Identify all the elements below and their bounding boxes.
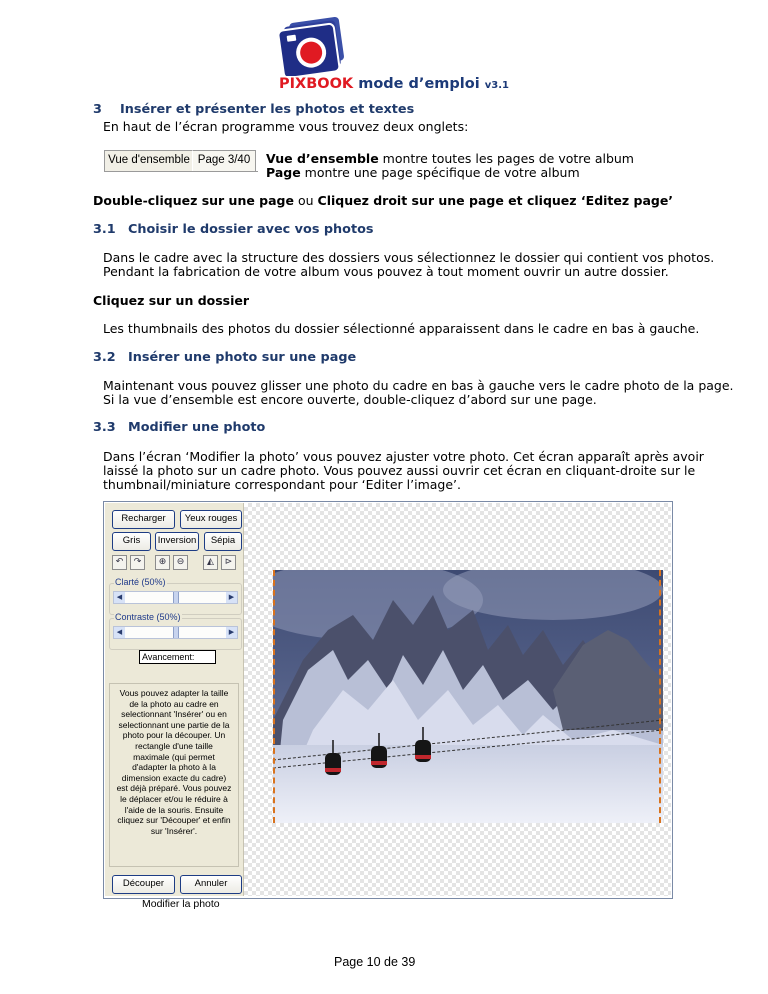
slider-left-arrow-icon[interactable]: ◀ [114,592,125,603]
grayscale-button[interactable]: Gris [112,532,151,551]
section-32-line2: Si la vue d’ensemble est encore ouverte, double-cliquez d’abord sur une page. [103,392,597,407]
brand-subtitle: mode d’emploi [358,76,480,92]
photo-editor-screenshot [103,501,673,899]
sepia-button[interactable]: Sépia [204,532,242,551]
brand-title [279,76,509,92]
brightness-slider-thumb[interactable] [173,592,179,603]
section-31-number: 3.1 [93,222,116,237]
instruction-part3: Cliquez droit sur une page et cliquez ‘Editez page’ [317,193,674,208]
section-32-line1: Maintenant vous pouvez glisser une photo du cadre en bas à gauche vers le cadre photo de la page. [103,378,734,393]
brightness-slider[interactable] [113,591,238,604]
rotate-left-icon[interactable]: ↶ [112,555,127,570]
section-3-number: 3 [93,102,102,117]
brand-name: PIXBOOK [279,76,354,92]
figure-caption: Modifier la photo [142,898,220,910]
page-number: Page 10 de 39 [334,955,416,969]
tab-overview[interactable]: Vue d'ensemble [104,150,194,172]
contrast-slider-thumb[interactable] [173,627,179,638]
red-eye-button[interactable]: Yeux rouges [180,510,242,529]
section-31-line1: Dans le cadre avec la structure des dossiers vous sélectionnez le dossier qui contient vos photos. [103,250,715,265]
crop-line-right[interactable] [659,570,661,823]
tabs-divider [104,171,258,172]
tab-desc-page-rest: montre une page spécifique de votre album [300,165,580,180]
editor-tools-panel [105,503,244,896]
progress-field: Avancement: [139,650,216,664]
slider-right-arrow-icon[interactable]: ▶ [226,627,237,638]
section-32-title: Insérer une photo sur une page [128,350,357,365]
rotate-right-icon[interactable]: ↷ [130,555,145,570]
slider-right-arrow-icon[interactable]: ▶ [226,592,237,603]
tab-desc-overview-bold: Vue d’ensemble [266,151,379,166]
section-32-number: 3.2 [93,350,116,365]
instruction-part1: Double-cliquez sur une page [93,193,294,208]
section-31-instruction: Cliquez sur un dossier [93,293,250,308]
help-text: Vous pouvez adapter la taille de la photo au cadre en selectionnant 'Insérer' ou en selectionnant une partie de la photo pour la découper. Un rectangle d'une taille maximale (qui permet d'adapter la photo à la dimension exacte du cadre) est déjà préparé. Vous pouvez le déplacer et/ou le réduire à l'aide de la souris. Ensuite cliquez sur 'Découper' et enfin sur 'Insérer'. [116,688,232,836]
section-3-intro: En haut de l’écran programme vous trouvez deux onglets: [103,119,469,134]
section-33-line2: laissé la photo sur un cadre photo. Vous pouvez aussi ouvrir cet écran en cliquant-droite sur le [103,463,696,478]
crop-line-left[interactable] [273,570,275,823]
cancel-button[interactable]: Annuler [180,875,242,894]
help-box [109,683,239,867]
section-33-line1: Dans l’écran ‘Modifier la photo’ vous pouvez ajuster votre photo. Cet écran apparaît après avoir [103,449,704,464]
tabs-screenshot [104,150,258,172]
section-33-number: 3.3 [93,420,116,435]
mountain-cable-car-photo [273,570,663,823]
photo-image [273,570,663,823]
section-31-line2: Pendant la fabrication de votre album vous pouvez à tout moment ouvrir un autre dossier. [103,264,669,279]
tab-desc-page-bold: Page [266,165,301,180]
tab-desc-overview [266,151,634,166]
contrast-label: Contraste (50%) [115,612,181,622]
invert-button[interactable]: Inversion [155,532,199,551]
contrast-slider[interactable] [113,626,238,639]
slider-left-arrow-icon[interactable]: ◀ [114,627,125,638]
instruction-part2: ou [293,193,318,208]
section-33-line3: thumbnail/miniature correspondant pour ‘Editer l’image’. [103,477,461,492]
section-31-line3: Les thumbnails des photos du dossier sélectionné apparaissent dans le cadre en bas à gauche. [103,321,700,336]
zoom-in-icon[interactable]: ⊕ [155,555,170,570]
reload-button[interactable]: Recharger [112,510,175,529]
brand-version: v3.1 [484,80,509,91]
section-3-title: Insérer et présenter les photos et textes [120,102,415,117]
brightness-label: Clarté (50%) [115,577,166,587]
tab-desc-overview-rest: montre toutes les pages de votre album [378,151,634,166]
instruction-edit-page [93,193,673,208]
tab-page[interactable]: Page 3/40 [192,150,256,172]
pixbook-logo [270,14,360,76]
crop-button[interactable]: Découper [112,875,175,894]
section-31-title: Choisir le dossier avec vos photos [128,222,374,237]
section-33-title: Modifier une photo [128,420,266,435]
zoom-out-icon[interactable]: ⊖ [173,555,188,570]
image-canvas[interactable] [244,503,671,896]
flip-vertical-icon[interactable]: ⊳ [221,555,236,570]
tab-desc-page [266,165,580,180]
flip-horizontal-icon[interactable]: ◭ [203,555,218,570]
